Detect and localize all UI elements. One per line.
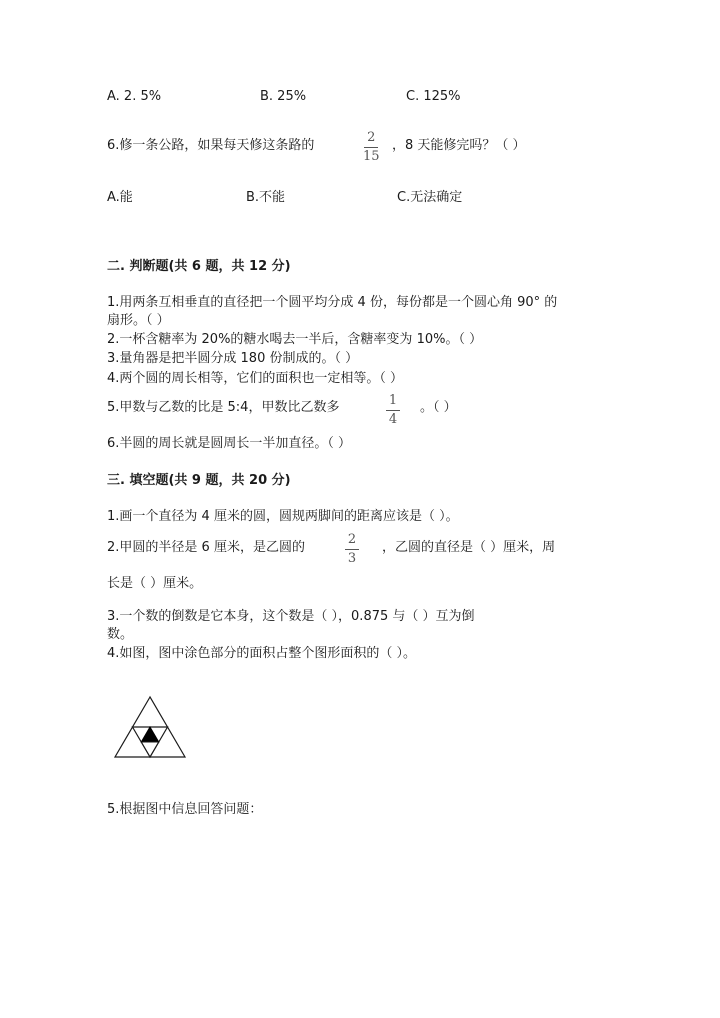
inner-inverted-triangle	[141, 742, 159, 757]
s3-q2-before: 2.甲圆的半径是 6 厘米，是乙圆的	[107, 540, 305, 555]
q6-fraction-numerator: 2	[367, 130, 376, 145]
section2-title: 二. 判断题(共 6 题，共 12 分)	[107, 259, 291, 274]
s2-q6: 6.半圆的周长就是圆周长一半加直径。（ ）	[107, 436, 352, 451]
section3-title: 三. 填空题(共 9 题，共 20 分)	[107, 473, 291, 488]
s2-q5-numerator: 1	[388, 393, 398, 408]
s2-q2: 2.一杯含糖率为 20%的糖水喝去一半后，含糖率变为 10%。（ ）	[107, 332, 483, 347]
s3-q4: 4.如图，图中涂色部分的面积占整个图形面积的（ ）。	[107, 646, 417, 661]
q6-option-a: A.能	[107, 190, 133, 205]
option-c: C. 125%	[406, 89, 461, 104]
s2-q1-line1: 1.用两条互相垂直的直径把一个圆平均分成 4 份，每份都是一个圆心角 90° 的	[107, 295, 558, 310]
s3-q2-after: ，乙圆的直径是（ ）厘米，周	[382, 540, 556, 555]
option-a: A. 2. 5%	[107, 89, 162, 104]
option-b: B. 25%	[260, 89, 307, 104]
fraction-bar	[386, 410, 400, 411]
s3-q2-denominator: 3	[347, 551, 357, 566]
s2-q5-denominator: 4	[388, 412, 398, 427]
s2-q5-fraction	[386, 394, 400, 427]
s3-q2-fraction	[345, 533, 359, 566]
s2-q3: 3.量角器是把半圆分成 180 份制成的。（ ）	[107, 351, 359, 366]
s3-q5: 5.根据图中信息回答问题：	[107, 802, 263, 817]
fraction-bar	[345, 549, 359, 550]
s3-q2-line2: 长是（ ）厘米。	[107, 576, 203, 591]
q6-option-c: C.无法确定	[397, 190, 463, 205]
s2-q1-line2: 扇形。（ ）	[107, 313, 170, 328]
shaded-triangle	[141, 727, 159, 742]
s2-q5-before: 5.甲数与乙数的比是 5:4，甲数比乙数多	[107, 400, 340, 415]
q6-text-after: ，8 天能修完吗？（ ）	[392, 138, 526, 153]
s3-q3-line2: 数。	[107, 627, 134, 642]
q6-fraction	[363, 131, 380, 164]
s3-q1: 1.画一个直径为 4 厘米的圆，圆规两脚间的距离应该是（ ）。	[107, 509, 459, 524]
fraction-bar	[364, 147, 378, 148]
q6-text-before: 6.修一条公路，如果每天修这条路的	[107, 138, 315, 153]
s3-q2-numerator: 2	[347, 532, 357, 547]
s2-q4: 4.两个圆的周长相等，它们的面积也一定相等。（ ）	[107, 371, 404, 386]
s2-q5-after: 。（ ）	[420, 400, 457, 415]
triangle-figure	[112, 694, 188, 760]
q6-option-b: B.不能	[246, 190, 286, 205]
q6-fraction-denominator: 15	[363, 149, 380, 164]
s3-q3-line1: 3.一个数的倒数是它本身，这个数是（ ），0.875 与（ ）互为倒	[107, 609, 475, 624]
